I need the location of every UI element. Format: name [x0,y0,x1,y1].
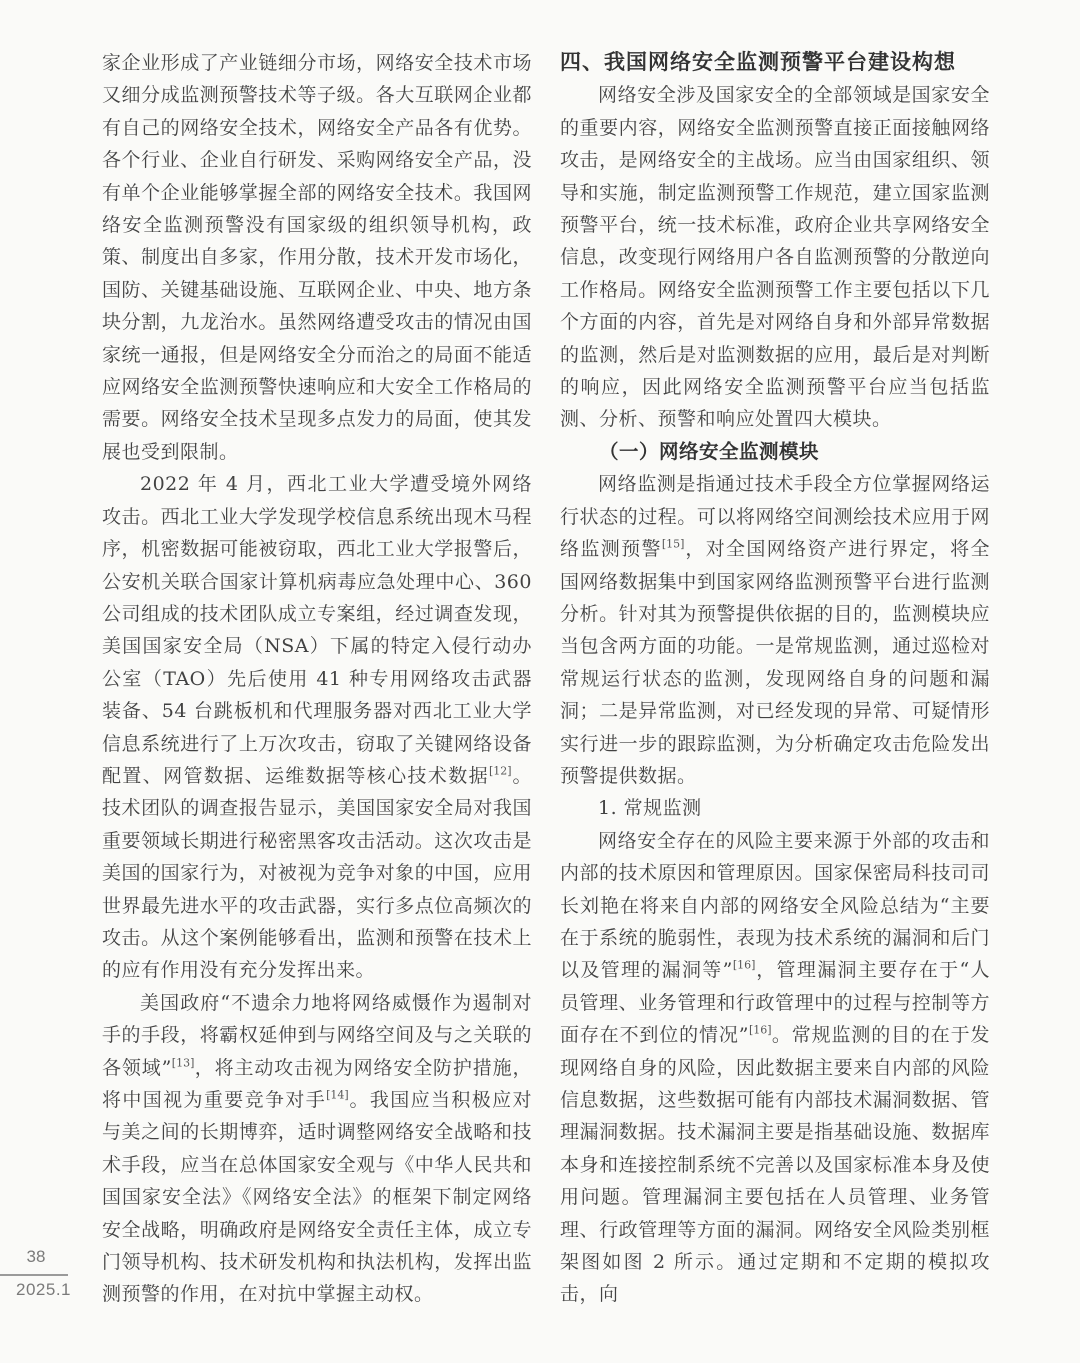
citation-ref: [14] [326,1088,349,1102]
right-column [560,47,990,1311]
citation-ref: [12] [489,764,512,778]
footer-rule [0,1274,68,1276]
page-number: 38 [26,1247,46,1266]
issue-label: 2025.1 [16,1280,71,1299]
paragraph: 网络监测是指通过技术手段全方位掌握网络运行状态的过程。可以将网络空间测绘技术应用于网络监测预警[15]，对全国网络资产进行界定，将全国网络数据集中到国家网络监测预警平台进行监测分析。针对其为预警提供依据的目的，监测模块应当包含两方面的功能。一是常规监测，通过巡检对常规运行状态的监测，发现网络自身的问题和漏洞；二是异常监测，对已经发现的异常、可疑情形实行进一步的跟踪监测，为分析确定攻击危险发出预警提供数据。 [560,473,990,787]
paragraph: 网络安全涉及国家安全的全部领域是国家安全的重要内容，网络安全监测预警直接正面接触网络攻击，是网络安全的主战场。应当由国家组织、领导和实施，制定监测预警工作规范，建立国家监测预警平台，统一技术标准，政府企业共享网络安全信息，改变现行网络用户各自监测预警的分散逆向工作格局。网络安全监测预警工作主要包括以下几个方面的内容，首先是对网络自身和外部异常数据的监测，然后是对监测数据的应用，最后是对判断的响应，因此网络安全监测预警平台应当包括监测、分析、预警和响应处置四大模块。 [560,84,990,431]
paragraph: 网络安全存在的风险主要来源于外部的攻击和内部的技术原因和管理原因。国家保密局科技司司长刘艳在将来自内部的网络安全风险总结为“主要在于系统的脆弱性，表现为技术系统的漏洞和后门以及管理的漏洞等”[16]，管理漏洞主要存在于“人员管理、业务管理和行政管理中的过程与控制等方面存在不到位的情况”[16]。常规监测的目的在于发现网络自身的风险，因此数据主要来自内部的风险信息数据，这些数据可能有内部技术漏洞数据、管理漏洞数据。技术漏洞主要是指基础设施、数据库本身和连接控制系统不完善以及国家标准本身及使用问题。管理漏洞主要包括在人员管理、业务管理、行政管理等方面的漏洞。网络安全风险类别框架图如图 2 所示。通过定期和不定期的模拟攻击，向 [560,829,991,1306]
numbered-heading: 1. 常规监测 [598,797,702,820]
citation-ref: [16] [732,959,756,973]
left-column [102,47,532,1311]
section-heading: 四、我国网络安全监测预警平台建设构想 [560,51,956,74]
citation-ref: [16] [748,1023,772,1037]
paragraph: 2022 年 4 月，西北工业大学遭受境外网络攻击。西北工业大学发现学校信息系统出现木马程序，机密数据可能被窃取，西北工业大学报警后，公安机关联合国家计算机病毒应急处理中心、360 公司组成的技术团队成立专案组，经过调查发现，美国国家安全局（NSA）下属的特定入侵行动办公室（TAO）先后使用 41 种专用网络攻击武器装备、54 台跳板机和代理服务器对西北工业大学信息系统进行了上万次攻击，窃取了关键网络设备配置、网管数据、运维数据等核心技术数据[12]。技术团队的调查报告显示，美国国家安全局对我国重要领域长期进行秘密黑客攻击活动。这次攻击是美国的国家行为，对被视为竞争对象的中国，应用世界最先进水平的攻击武器，实行多点位高频次的攻击。从这个案例能够看出，监测和预警在技术上的应有作用没有充分发挥出来。 [102,473,532,982]
paragraph: 家企业形成了产业链细分市场，网络安全技术市场又细分成监测预警技术等子级。各大互联网企业都有自己的网络安全技术，网络安全产品各有优势。各个行业、企业自行研发、采购网络安全产品，没有单个企业能够掌握全部的网络安全技术。我国网络安全监测预警没有国家级的组织领导机构，政策、制度出自多家，作用分散，技术开发市场化，国防、关键基础设施、互联网企业、中央、地方条块分割，九龙治水。虽然网络遭受攻击的情况由国家统一通报，但是网络安全分而治之的局面不能适应网络安全监测预警快速响应和大安全工作格局的需要。网络安全技术呈现多点发力的局面，使其发展也受到限制。 [102,52,532,463]
citation-ref: [15] [661,537,685,551]
citation-ref: [13] [171,1056,195,1070]
paragraph: 美国政府“不遗余力地将网络威慑作为遏制对手的手段，将霸权延伸到与网络空间及与之关联的各领域”[13]，将主动攻击视为网络安全防护措施，将中国视为重要竞争对手[14]。我国应当积极应对与美之间的长期博弈，适时调整网络安全战略和技术手段，应当在总体国家安全观与《中华人民共和国国家安全法》《网络安全法》的框架下制定网络安全战略，明确政府是网络安全责任主体，成立专门领导机构、技术研发机构和执法机构，发挥出监测预警的作用，在对抗中掌握主动权。 [102,991,532,1306]
subsection-heading: （一）网络安全监测模块 [599,440,820,463]
